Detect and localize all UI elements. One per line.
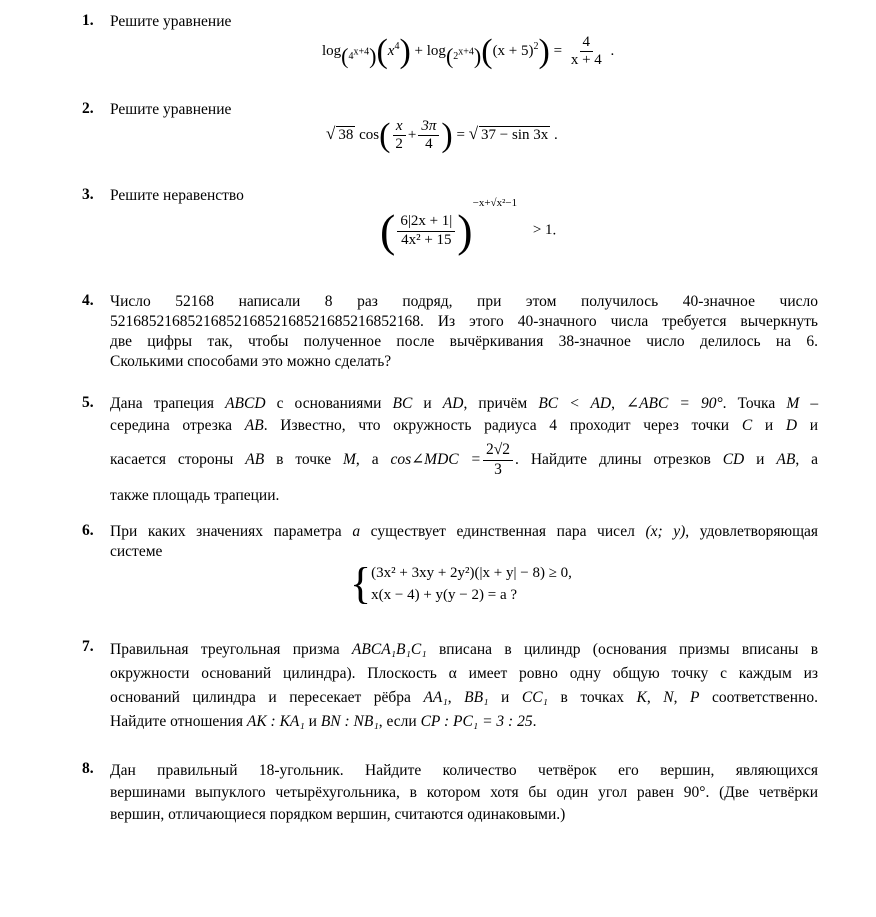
problem-text: Дан правильный 18-угольник. Найдите количество четвёрок его вершин, являющихся вершинами выпуклого четырёхугольника, в котором хотя бы один угол равен 90°. (Две четвёрки вершин, отличающиеся порядком вершин, считаются одинаковыми.) — [110, 762, 818, 823]
problem-number: 7. — [82, 638, 94, 655]
problem-text: Решите уравнение — [110, 101, 232, 118]
problem-number: 6. — [82, 522, 94, 539]
problem-text: Решите неравенство — [110, 187, 244, 204]
fraction: $\frac{4}{x + 4}$ — [570, 34, 602, 69]
problem-number: 5. — [82, 394, 94, 411]
formula-6-system: { (3x² + 3xy + 2y²)(|x + y| − 8) ≥ 0, x(x − 4) + y(y − 2) = a ? — [350, 559, 572, 608]
formula-2: √ 38 cos( $\frac{x}{2}$ + $\frac{3\pi}{4}$ ) = √ 37 − sin 3x . — [326, 116, 558, 154]
problem-text: При каких значениях параметра a существует единственная пара чисел (x; y), удовлетворяющая системе — [110, 523, 819, 560]
problem-text: Число 52168 написали 8 раз подряд, при этом получилось 40-значное число 5216852168521685216852168521685216852168. Из этого 40-значного числа требуется вычеркнуть две цифры так, чтобы полученное после вычёркивания 38-значное число делилось на 6. Сколькими способами это можно сделать? — [110, 293, 818, 370]
formula-3: ( $\frac{6|2x + 1|}{\text{4x² + 15}}$ )$^{-x+√x^2-1}$ > 1. — [380, 197, 557, 256]
problem-number: 2. — [82, 100, 94, 117]
problem-text: Дана трапеция ABCD с основаниями BC и AD, причём BC < AD, ∠ABC = 90°. Точка M – середина отрезка AB. Известно, что окружность радиуса 4 проходит через точки C и D и касается стороны AB в точке M, а cos∠MDC = $\frac{2√2}{3}$ . Найдите длины отрезков CD и AB, а также площадь трапеции. — [110, 395, 819, 504]
problem-number: 4. — [82, 292, 94, 309]
problem-number: 1. — [82, 12, 94, 29]
problem-text: Правильная треугольная призма ABCA₁B₁C₁ вписана в цилиндр (основания призмы вписаны в окружности оснований цилиндра). Плоскость α имеет ровно одну общую точку с каждым из оснований цилиндра и пересекает рёбра AA₁, BB₁ и CC₁ в точках K, N, P соответственно. Найдите отношения AK : KA₁ и BN : NB₁, если CP : PC₁ = 3 : 25. — [110, 641, 819, 730]
formula-1: $\log_{(4^{x+4})}(x^4) + \log_{(2^{x+4})}((x + 5)^2)$ = $\frac{4}{x + 4}$ . — [322, 32, 615, 70]
problem-number: 8. — [82, 760, 94, 777]
problem-number: 3. — [82, 186, 94, 203]
problem-text: Решите уравнение — [110, 13, 232, 30]
